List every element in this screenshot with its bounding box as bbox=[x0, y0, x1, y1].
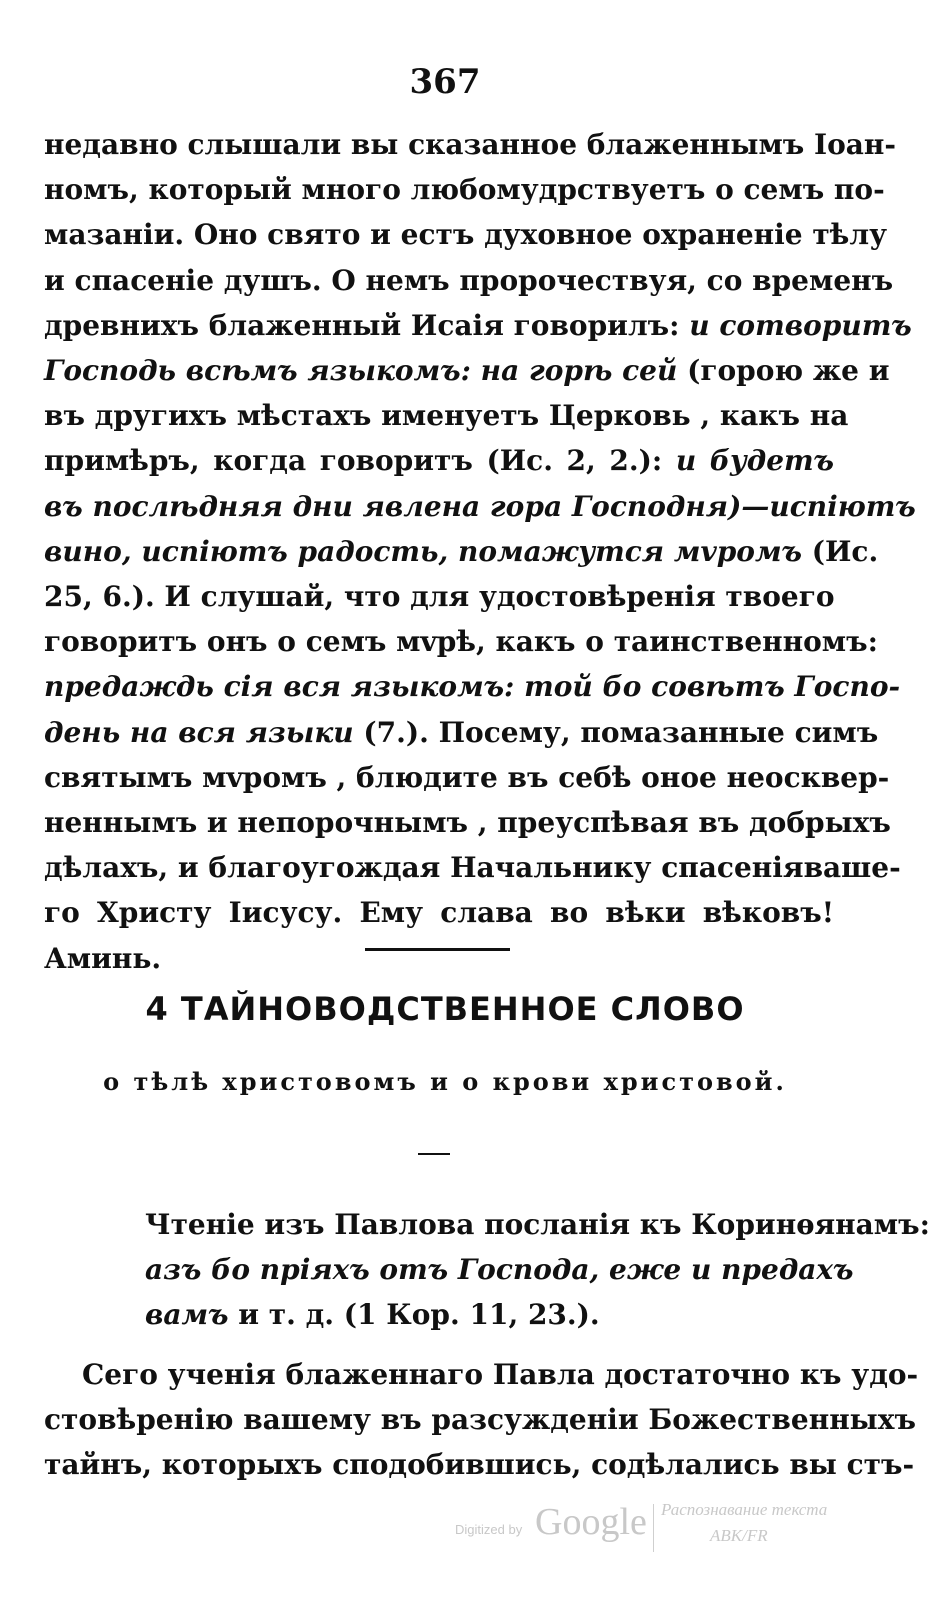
text-span: стовѣренію вашему въ разсужденіи Божественныхъ bbox=[44, 1403, 916, 1437]
text-line bbox=[44, 167, 885, 212]
text-line bbox=[44, 258, 894, 303]
text-line bbox=[44, 800, 891, 845]
text-line bbox=[44, 1397, 916, 1442]
text-line bbox=[44, 1442, 915, 1487]
text-line bbox=[44, 393, 849, 438]
text-span: дѣлахъ, и благоугождая Начальнику спасеніяваше- bbox=[44, 851, 901, 885]
text-span: и спасеніе душъ. О немъ пророчествуя, со временъ bbox=[44, 263, 894, 297]
italic-quote-span: Господь всѣмъ языкомъ: на горѣ сей bbox=[44, 354, 678, 388]
text-span: го Христу Іисусу. Ему слава во вѣки вѣковъ! bbox=[44, 896, 834, 930]
italic-quote-span: азъ бо пріяхъ отъ Господа, еже и предахъ bbox=[145, 1253, 854, 1287]
text-span: (горою же и bbox=[677, 354, 890, 388]
italic-quote-span: день на вся языки bbox=[44, 715, 354, 749]
text-span: древнихъ блаженный Исаія говорилъ: bbox=[44, 308, 690, 342]
text-line bbox=[44, 664, 901, 709]
paragraph-continued bbox=[44, 122, 916, 981]
text-span: въ другихъ мѣстахъ именуетъ Церковь , какъ на bbox=[44, 399, 849, 433]
short-divider bbox=[418, 1153, 450, 1155]
paragraph-sermon-start bbox=[44, 1352, 919, 1488]
text-span: Аминь. bbox=[44, 941, 162, 975]
italic-quote-span: предаждь сія вся языкомъ: той бо совѣтъ Госпо- bbox=[44, 670, 901, 704]
italic-quote-span: вино, испіютъ радость, помажутся мvромъ bbox=[44, 534, 802, 568]
text-line bbox=[145, 1247, 854, 1292]
text-span: мазаніи. Оно свято и естъ духовное охраненіе тѣлу bbox=[44, 218, 888, 252]
section-subheading: о тѣлѣ христовомъ и о крови христовой. bbox=[103, 1067, 787, 1096]
section-heading: 4 ТАЙНОВОДСТВЕННОЕ СЛОВО bbox=[145, 990, 745, 1028]
section-divider bbox=[365, 948, 510, 951]
text-line bbox=[44, 890, 834, 935]
text-line bbox=[145, 1292, 835, 1337]
text-span: Чтеніе изъ Павлова посланія къ Коринѳянамъ: bbox=[145, 1208, 930, 1241]
text-line bbox=[44, 212, 888, 257]
watermark-separator bbox=[653, 1504, 654, 1552]
text-span: (7.). Посему, помазанные симъ bbox=[353, 715, 879, 749]
text-span: святымъ мvромъ , блюдите въ себѣ оное неосквер- bbox=[44, 760, 890, 794]
text-line bbox=[44, 1352, 919, 1397]
text-line bbox=[44, 936, 834, 981]
text-span: номъ, который много любомудрствуетъ о семъ по- bbox=[44, 173, 885, 207]
italic-quote-span: въ послѣдняя дни явлена гора Господня)—испіютъ bbox=[44, 489, 916, 523]
text-span: 25, 6.). И слушай, что для удостовѣренія твоего bbox=[44, 580, 835, 614]
text-line bbox=[44, 619, 878, 664]
text-span: говоритъ онъ о семъ мvрѣ, какъ о таинственномъ: bbox=[44, 625, 878, 659]
page-number: 367 bbox=[409, 62, 481, 102]
text-span: Сего ученія блаженнаго Павла достаточно къ удо- bbox=[82, 1358, 919, 1391]
text-span: примѣръ, когда говоритъ (Ис. 2, 2.): bbox=[44, 444, 676, 478]
text-line bbox=[44, 710, 879, 755]
italic-quote-span: вамъ bbox=[145, 1298, 229, 1332]
text-span: тайнъ, которыхъ сподобившись, содѣлались вы стъ- bbox=[44, 1448, 915, 1482]
italic-quote-span: и сотворитъ bbox=[689, 308, 912, 342]
text-span: (Ис. bbox=[801, 534, 879, 568]
text-line bbox=[44, 529, 879, 574]
text-line bbox=[44, 484, 916, 529]
italic-quote-span: и будетъ bbox=[675, 444, 835, 478]
watermark-abk-text: ABK/FR bbox=[710, 1526, 768, 1545]
watermark-digitized-text: Digitized by bbox=[455, 1522, 523, 1537]
text-line bbox=[44, 303, 912, 348]
text-line bbox=[44, 845, 901, 890]
text-line bbox=[44, 438, 834, 483]
google-watermark bbox=[455, 1500, 875, 1560]
watermark-recognition-text: Распознавание текста bbox=[661, 1500, 828, 1519]
text-line bbox=[44, 348, 890, 393]
watermark-google-logo: Google bbox=[535, 1501, 647, 1543]
text-line bbox=[145, 1202, 930, 1247]
text-line bbox=[44, 574, 834, 619]
text-span: недавно слышали вы сказанное блаженнымъ Іоан- bbox=[44, 128, 897, 161]
scripture-reading bbox=[145, 1202, 930, 1338]
text-span: неннымъ и непорочнымъ , преуспѣвая въ добрыхъ bbox=[44, 806, 891, 840]
text-line bbox=[44, 755, 890, 800]
text-line bbox=[44, 122, 897, 167]
text-span: и т. д. (1 Кор. 11, 23.). bbox=[228, 1298, 600, 1332]
